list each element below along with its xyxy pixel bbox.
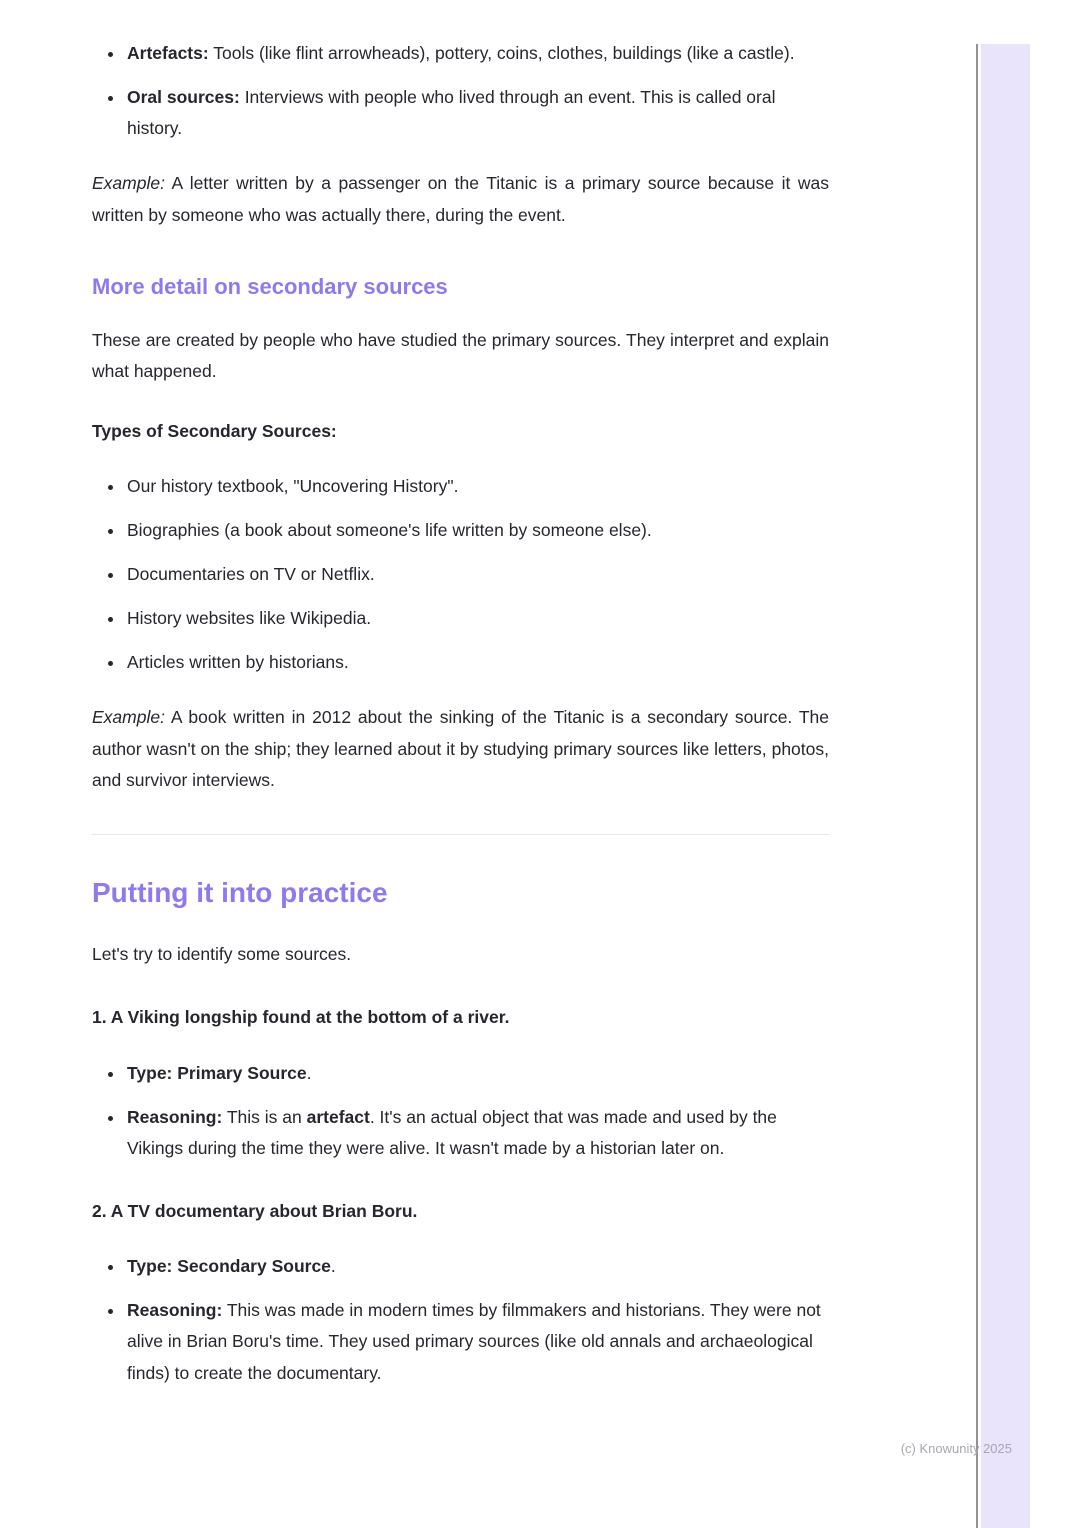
practice-item-2-details (92, 1251, 829, 1389)
bullet-text: Tools (like flint arrowheads), pottery, coins, clothes, buildings (like a castle). (208, 43, 795, 63)
list-item: • Documentaries on TV or Netflix. (125, 559, 829, 590)
reasoning-label: Reasoning: (127, 1106, 223, 1127)
copyright-footer: (c) Knowunity 2025 (900, 1441, 1012, 1456)
primary-source-types-list (92, 38, 829, 144)
section-heading-secondary-sources: More detail on secondary sources (92, 273, 448, 299)
reasoning-line (125, 1295, 829, 1388)
type-rest: . (306, 1062, 312, 1083)
example-text: A letter written by a passenger on the Titanic is a primary source because it was written by someone who was actually there, during the event. (92, 173, 829, 225)
secondary-source-types-list (92, 471, 829, 679)
reasoning-pre: This is an (222, 1106, 307, 1127)
type-bold: Type: Primary Source (127, 1062, 307, 1083)
example-label: Example: (92, 707, 165, 728)
reasoning-label: Reasoning: (127, 1300, 223, 1321)
practice-item-1-details (92, 1058, 829, 1164)
bullet-lead-bold: Oral sources: (127, 87, 240, 108)
practice-item-2-title: 2. A TV documentary about Brian Boru. (92, 1200, 418, 1221)
example-paragraph-secondary (92, 702, 829, 795)
reasoning-pre: This was made in modern times by filmmakers and historians. They were not alive in Brian Boru's time. They used primary sources (like old annals and archaeological finds) to create the documentary. (127, 1300, 821, 1383)
types-of-secondary-sources-label: Types of Secondary Sources: (92, 420, 337, 441)
page-edge-strip (981, 44, 1030, 1528)
bullet-text: Interviews with people who lived through an event. This is called oral history. (127, 87, 776, 139)
list-item: • Articles written by historians. (125, 647, 829, 678)
example-paragraph-primary (92, 168, 829, 230)
section-heading-practice: Putting it into practice (92, 876, 388, 908)
reasoning-post: . It's an actual object that was made and used by the Vikings during the time they were alive. It wasn't made by a historian later on. (127, 1106, 777, 1158)
practice-item-1-title: 1. A Viking longship found at the bottom of a river. (92, 1007, 510, 1028)
practice-intro-paragraph: Let's try to identify some sources. (92, 944, 352, 965)
list-item (125, 82, 829, 144)
type-bold: Type: Secondary Source (127, 1256, 331, 1277)
reasoning-bold-word: artefact (306, 1106, 370, 1127)
list-item: • History websites like Wikipedia. (125, 603, 829, 634)
document-content (92, 38, 829, 1413)
example-label: Example: (92, 173, 165, 194)
section-divider (92, 834, 829, 835)
list-item: • Our history textbook, "Uncovering History". (125, 471, 829, 502)
type-rest: . (330, 1256, 336, 1277)
page-edge-line (976, 44, 978, 1528)
list-item (125, 38, 829, 69)
secondary-intro-paragraph: These are created by people who have studied the primary sources. They interpret and explain what happened. (92, 330, 829, 382)
list-item: • Biographies (a book about someone's life written by someone else). (125, 515, 829, 546)
type-line (125, 1251, 829, 1282)
type-line (125, 1058, 829, 1089)
bullet-lead-bold: Artefacts: (127, 43, 209, 63)
example-text: A book written in 2012 about the sinking of the Titanic is a secondary source. The author wasn't on the ship; they learned about it by studying primary sources like letters, photos, and survivor interviews. (92, 707, 829, 790)
reasoning-line (125, 1102, 829, 1164)
